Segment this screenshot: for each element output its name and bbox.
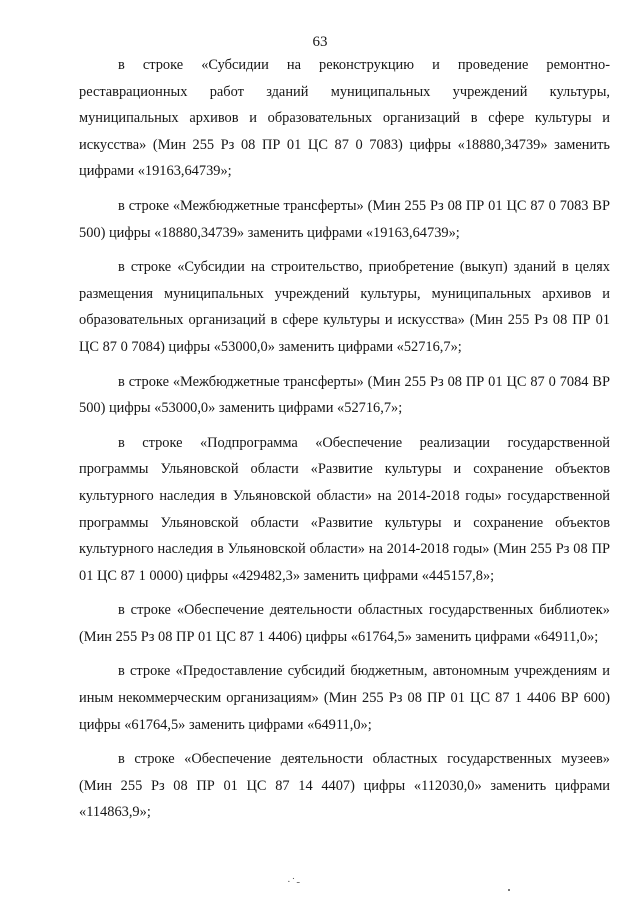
page-number: 63: [312, 34, 328, 50]
amendment-paragraph: в строке «Субсидии на строительство, приобретение (выкуп) зданий в целях размещения муниципальных учреждений культуры, муниципальных архивов и образовательных организаций в сфере культуры и искусства» (Мин 255 Рз 08 ПР 01 ЦС 87 0 7084) цифры «53000,0» заменить цифрами «52716,7»;: [79, 259, 610, 355]
scan-speck: [508, 889, 510, 891]
amendment-paragraph: в строке «Подпрограмма «Обеспечение реализации государственной программы Ульяновской области «Развитие культуры и сохранение объектов культурного наследия в Ульяновской области» на 2014-2018 годы» государственной программы Ульяновской области «Развитие культуры и сохранение объектов культурного наследия в Ульяновской области» на 2014-2018 годы» (Мин 255 Рз 08 ПР 01 ЦС 87 1 0000) цифры «429482,3» заменить цифрами «445157,8»;: [79, 434, 610, 584]
amendment-paragraph: в строке «Субсидии на реконструкцию и проведение ремонтно-реставрационных работ зданий муниципальных учреждений культуры, муниципальных архивов и образовательных организаций в сфере культуры и искусства» (Мин 255 Рз 08 ПР 01 ЦС 87 0 7083) цифры «18880,34739» заменить цифрами «19163,64739»;: [79, 57, 610, 180]
scan-mark: ·˙-: [287, 876, 301, 888]
amendment-paragraph: в строке «Предоставление субсидий бюджетным, автономным учреждениям и иным некоммерческим организациям» (Мин 255 Рз 08 ПР 01 ЦС 87 1 4406 ВР 600) цифры «61764,5» заменить цифрами «64911,0»;: [79, 663, 610, 733]
amendment-paragraph: в строке «Межбюджетные трансферты» (Мин 255 Рз 08 ПР 01 ЦС 87 0 7083 ВР 500) цифры «18880,34739» заменить цифрами «19163,64739»;: [79, 197, 610, 241]
amendment-paragraph: в строке «Обеспечение деятельности областных государственных музеев» (Мин 255 Рз 08 ПР 01 ЦС 87 14 4407) цифры «112030,0» заменить цифрами «114863,9»;: [79, 751, 610, 821]
amendment-paragraph: в строке «Обеспечение деятельности областных государственных библиотек» (Мин 255 Рз 08 ПР 01 ЦС 87 1 4406) цифры «61764,5» заменить цифрами «64911,0»;: [79, 602, 610, 645]
document-body: [79, 52, 610, 834]
amendment-paragraph: в строке «Межбюджетные трансферты» (Мин 255 Рз 08 ПР 01 ЦС 87 0 7084 ВР 500) цифры «53000,0» заменить цифрами «52716,7»;: [79, 373, 610, 417]
